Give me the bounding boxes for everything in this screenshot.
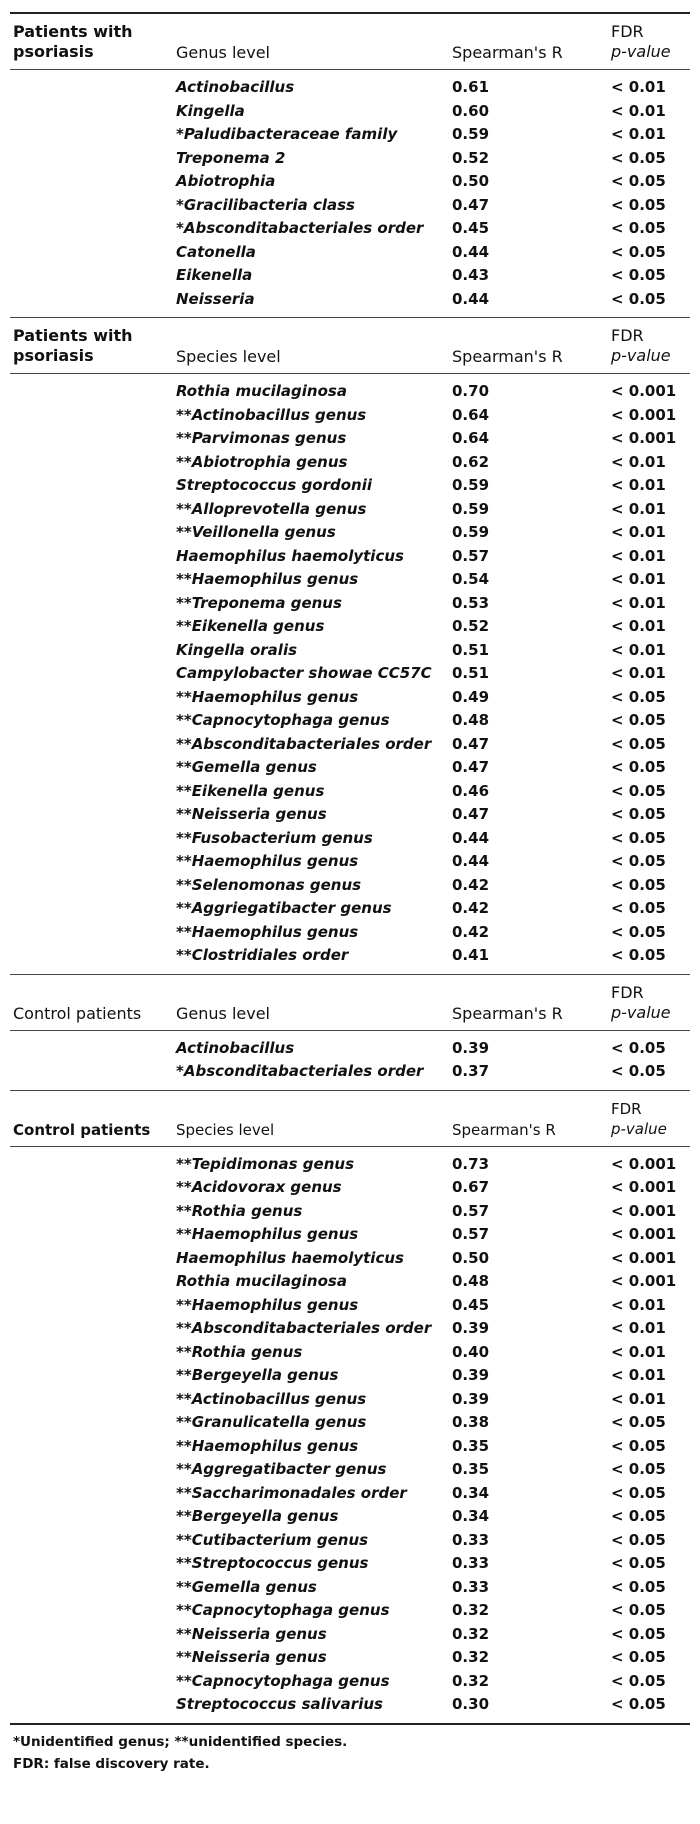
section-header — [0, 318, 700, 373]
taxon-cell: **Eikenella genus — [176, 781, 325, 800]
group-label: Patients with psoriasis — [13, 326, 133, 365]
group-label: Control patients — [13, 1120, 151, 1139]
spearman-cell: 0.45 — [452, 219, 490, 237]
spearman-cell: 0.45 — [452, 1295, 490, 1314]
table-row — [0, 521, 700, 545]
level-label: Species level — [176, 1120, 275, 1139]
table-row — [0, 194, 700, 218]
taxon-cell: Kingella oralis — [176, 640, 298, 659]
pvalue-cell: < 0.05 — [611, 1695, 666, 1713]
taxon-cell: Haemophilus haemolyticus — [176, 546, 404, 565]
table-row — [0, 897, 700, 921]
pvalue-cell: < 0.001 — [611, 1225, 677, 1243]
taxon-cell: Treponema 2 — [176, 148, 286, 167]
taxon-cell: **Absconditabacteriales order — [176, 734, 432, 753]
fdr-header: FDR p-value — [611, 1099, 667, 1138]
table-row — [0, 756, 700, 780]
taxon-cell: **Neisseria genus — [176, 1648, 327, 1666]
pvalue-cell: < 0.05 — [611, 242, 666, 261]
level-label: Species level — [176, 347, 281, 366]
spearman-cell: 0.33 — [452, 1554, 490, 1572]
pvalue-cell: < 0.05 — [611, 1648, 666, 1666]
pvalue-cell: < 0.05 — [611, 148, 666, 167]
spearman-cell: 0.67 — [452, 1178, 490, 1196]
table-row — [0, 615, 700, 639]
spearman-cell: 0.51 — [452, 664, 490, 682]
taxon-cell: Eikenella — [176, 266, 253, 284]
pvalue-cell: < 0.05 — [611, 1624, 666, 1643]
table-row — [0, 404, 700, 428]
table-row — [0, 217, 700, 241]
spearman-cell: 0.70 — [452, 382, 490, 400]
taxon-cell: **Haemophilus genus — [176, 1436, 359, 1455]
section-rows — [0, 1031, 700, 1090]
table-row — [0, 100, 700, 124]
table-row — [0, 874, 700, 898]
taxon-cell: **Gemella genus — [176, 1577, 317, 1596]
spearman-cell: 0.39 — [452, 1319, 490, 1337]
spearman-cell: 0.47 — [452, 195, 490, 214]
taxon-cell: **Tepidimonas genus — [176, 1154, 355, 1173]
taxon-cell: **Actinobacillus genus — [176, 1389, 367, 1408]
taxon-cell: Neisseria — [176, 289, 255, 308]
spearman-cell: 0.33 — [452, 1577, 490, 1596]
taxon-cell: **Streptococcus genus — [176, 1554, 369, 1572]
spearman-cell: 0.60 — [452, 101, 490, 120]
table-row — [0, 1341, 700, 1365]
spearman-cell: 0.42 — [452, 899, 490, 917]
pvalue-cell: < 0.001 — [611, 382, 677, 400]
table-row — [0, 1458, 700, 1482]
pvalue-cell: < 0.001 — [611, 1248, 677, 1267]
taxon-cell: **Abiotrophia genus — [176, 452, 348, 471]
taxon-cell: Rothia mucilaginosa — [176, 382, 347, 400]
spearman-cell: 0.44 — [452, 289, 490, 308]
taxon-cell: **Fusobacterium genus — [176, 828, 373, 847]
table-row — [0, 451, 700, 475]
spearman-cell: 0.59 — [452, 125, 490, 143]
spearman-cell: 0.39 — [452, 1038, 490, 1057]
taxon-cell: **Actinobacillus genus — [176, 405, 367, 424]
table-row — [0, 1693, 700, 1717]
section-header — [0, 975, 700, 1030]
pvalue-cell: < 0.05 — [611, 758, 666, 776]
taxon-cell: Actinobacillus — [176, 1038, 295, 1057]
spearman-cell: 0.53 — [452, 593, 490, 612]
pvalue-cell: < 0.01 — [611, 570, 666, 588]
pvalue-cell: < 0.001 — [611, 1201, 677, 1220]
section-rows — [0, 70, 700, 317]
taxon-cell: Kingella — [176, 101, 245, 120]
spearman-cell: 0.32 — [452, 1624, 490, 1643]
table-row — [0, 568, 700, 592]
spearman-header: Spearman's R — [452, 347, 563, 366]
spearman-cell: 0.64 — [452, 405, 490, 424]
pvalue-cell: < 0.01 — [611, 664, 666, 682]
table-row — [0, 1670, 700, 1694]
taxon-cell: **Haemophilus genus — [176, 687, 359, 706]
taxon-cell: **Bergeyella genus — [176, 1366, 339, 1384]
table-row — [0, 1552, 700, 1576]
spearman-header: Spearman's R — [452, 1120, 556, 1139]
spearman-cell: 0.33 — [452, 1530, 490, 1549]
taxon-cell: **Bergeyella genus — [176, 1507, 339, 1525]
taxon-cell: Catonella — [176, 242, 256, 261]
table-row — [0, 1200, 700, 1224]
pvalue-cell: < 0.05 — [611, 734, 666, 753]
spearman-cell: 0.32 — [452, 1671, 490, 1690]
spearman-cell: 0.47 — [452, 734, 490, 753]
taxon-cell: **Selenomonas genus — [176, 875, 362, 894]
spearman-cell: 0.52 — [452, 617, 490, 635]
taxon-cell: **Neisseria genus — [176, 805, 327, 823]
taxon-cell: Streptococcus salivarius — [176, 1695, 383, 1713]
pvalue-cell: < 0.05 — [611, 875, 666, 894]
taxon-cell: **Haemophilus genus — [176, 922, 359, 941]
taxon-cell: **Clostridiales order — [176, 946, 349, 964]
spearman-cell: 0.61 — [452, 78, 490, 96]
spearman-cell: 0.64 — [452, 429, 490, 447]
table-row — [0, 850, 700, 874]
spearman-header: Spearman's R — [452, 1003, 563, 1023]
pvalue-cell: < 0.05 — [611, 195, 666, 214]
table-row — [0, 76, 700, 100]
table-row — [0, 1247, 700, 1271]
table-row — [0, 1317, 700, 1341]
pvalue-cell: < 0.01 — [611, 1389, 666, 1408]
table-row — [0, 1060, 700, 1084]
taxon-cell: **Aggriegatibacter genus — [176, 899, 392, 917]
pvalue-cell: < 0.05 — [611, 1460, 666, 1478]
spearman-cell: 0.44 — [452, 242, 490, 261]
pvalue-cell: < 0.05 — [611, 289, 666, 308]
spearman-cell: 0.48 — [452, 1272, 490, 1290]
pvalue-cell: < 0.05 — [611, 219, 666, 237]
pvalue-cell: < 0.05 — [611, 922, 666, 941]
table-row — [0, 380, 700, 404]
spearman-cell: 0.50 — [452, 1248, 490, 1267]
pvalue-cell: < 0.01 — [611, 546, 666, 565]
table-row — [0, 474, 700, 498]
taxon-cell: **Capnocytophaga genus — [176, 711, 390, 729]
table-row — [0, 170, 700, 194]
taxon-cell: **Gemella genus — [176, 758, 317, 776]
spearman-cell: 0.35 — [452, 1436, 490, 1455]
pvalue-cell: < 0.01 — [611, 1342, 666, 1361]
table-row — [0, 1482, 700, 1506]
table-row — [0, 1388, 700, 1412]
spearman-cell: 0.48 — [452, 711, 490, 729]
pvalue-cell: < 0.05 — [611, 711, 666, 729]
table-row — [0, 1176, 700, 1200]
spearman-cell: 0.59 — [452, 523, 490, 541]
pvalue-cell: < 0.01 — [611, 523, 666, 541]
pvalue-cell: < 0.05 — [611, 1436, 666, 1455]
spearman-cell: 0.35 — [452, 1460, 490, 1478]
table-row — [0, 264, 700, 288]
taxon-cell: Actinobacillus — [176, 78, 295, 96]
table-row — [0, 921, 700, 945]
pvalue-cell: < 0.001 — [611, 1272, 677, 1290]
table-row — [0, 1411, 700, 1435]
table-row — [0, 686, 700, 710]
pvalue-cell: < 0.01 — [611, 101, 666, 120]
taxon-cell: Abiotrophia — [176, 172, 276, 190]
spearman-cell: 0.30 — [452, 1695, 490, 1713]
section-header — [0, 14, 700, 69]
taxon-cell: *Absconditabacteriales order — [176, 219, 424, 237]
table-row — [0, 662, 700, 686]
spearman-header: Spearman's R — [452, 43, 563, 62]
pvalue-cell: < 0.01 — [611, 78, 666, 96]
taxon-cell: Streptococcus gordonii — [176, 476, 373, 494]
section-header — [0, 1091, 700, 1146]
spearman-cell: 0.54 — [452, 570, 490, 588]
group-label: Patients with psoriasis — [13, 22, 133, 61]
pvalue-cell: < 0.05 — [611, 1413, 666, 1431]
table-row — [0, 1599, 700, 1623]
taxon-cell: *Gracilibacteria class — [176, 195, 355, 214]
table-row — [0, 1153, 700, 1177]
spearman-cell: 0.47 — [452, 758, 490, 776]
pvalue-cell: < 0.05 — [611, 1577, 666, 1596]
spearman-cell: 0.47 — [452, 805, 490, 823]
spearman-cell: 0.43 — [452, 266, 490, 284]
taxon-cell: *Absconditabacteriales order — [176, 1062, 424, 1080]
spearman-cell: 0.49 — [452, 687, 490, 706]
pvalue-cell: < 0.05 — [611, 1038, 666, 1057]
pvalue-cell: < 0.05 — [611, 1507, 666, 1525]
pvalue-cell: < 0.01 — [611, 593, 666, 612]
footnote-fdr: FDR: false discovery rate. — [13, 1755, 210, 1772]
spearman-cell: 0.39 — [452, 1366, 490, 1384]
table-row — [0, 780, 700, 804]
taxon-cell: **Aggregatibacter genus — [176, 1460, 387, 1478]
taxon-cell: **Capnocytophaga genus — [176, 1601, 390, 1619]
taxon-cell: **Cutibacterium genus — [176, 1530, 369, 1549]
spearman-cell: 0.57 — [452, 546, 490, 565]
footnotes — [0, 1731, 700, 1775]
section-rows — [0, 1147, 700, 1723]
pvalue-cell: < 0.05 — [611, 1554, 666, 1572]
table-row — [0, 592, 700, 616]
bottom-rule — [10, 1723, 690, 1725]
table-row — [0, 1646, 700, 1670]
spearman-cell: 0.42 — [452, 922, 490, 941]
table-row — [0, 1435, 700, 1459]
taxon-cell: **Eikenella genus — [176, 617, 325, 635]
pvalue-cell: < 0.05 — [611, 266, 666, 284]
table-row — [0, 1223, 700, 1247]
taxon-cell: **Rothia genus — [176, 1342, 303, 1361]
pvalue-cell: < 0.05 — [611, 172, 666, 190]
pvalue-cell: < 0.05 — [611, 899, 666, 917]
spearman-cell: 0.38 — [452, 1413, 490, 1431]
spearman-cell: 0.42 — [452, 875, 490, 894]
table-row — [0, 1529, 700, 1553]
spearman-cell: 0.32 — [452, 1648, 490, 1666]
pvalue-cell: < 0.05 — [611, 1483, 666, 1502]
pvalue-cell: < 0.01 — [611, 1295, 666, 1314]
pvalue-cell: < 0.05 — [611, 781, 666, 800]
taxon-cell: **Haemophilus genus — [176, 1225, 359, 1243]
table-row — [0, 1505, 700, 1529]
table-row — [0, 1364, 700, 1388]
fdr-header: FDR p-value — [611, 982, 671, 1022]
table-row — [0, 241, 700, 265]
taxon-cell: **Veillonella genus — [176, 523, 336, 541]
pvalue-cell: < 0.05 — [611, 946, 666, 964]
taxon-cell: *Paludibacteraceae family — [176, 125, 398, 143]
pvalue-cell: < 0.01 — [611, 499, 666, 518]
spearman-cell: 0.34 — [452, 1483, 490, 1502]
group-label: Control patients — [13, 1003, 142, 1023]
table-row — [0, 803, 700, 827]
pvalue-cell: < 0.001 — [611, 405, 677, 424]
fdr-header: FDR p-value — [611, 326, 671, 365]
pvalue-cell: < 0.001 — [611, 429, 677, 447]
pvalue-cell: < 0.001 — [611, 1154, 677, 1173]
pvalue-cell: < 0.05 — [611, 687, 666, 706]
table-row — [0, 1270, 700, 1294]
taxon-cell: **Haemophilus genus — [176, 1295, 359, 1314]
spearman-cell: 0.41 — [452, 946, 490, 964]
spearman-cell: 0.37 — [452, 1062, 490, 1080]
footnote-abbrev: *Unidentified genus; **unidentified species. — [13, 1733, 348, 1750]
spearman-cell: 0.39 — [452, 1389, 490, 1408]
table-row — [0, 427, 700, 451]
table-row — [0, 123, 700, 147]
pvalue-cell: < 0.01 — [611, 640, 666, 659]
spearman-cell: 0.62 — [452, 452, 490, 471]
taxon-cell: **Parvimonas genus — [176, 429, 347, 447]
taxon-cell: **Absconditabacteriales order — [176, 1319, 432, 1337]
pvalue-cell: < 0.01 — [611, 617, 666, 635]
fdr-header: FDR p-value — [611, 22, 671, 61]
table-row — [0, 944, 700, 968]
table-row — [0, 1037, 700, 1061]
pvalue-cell: < 0.05 — [611, 1062, 666, 1080]
taxon-cell: **Neisseria genus — [176, 1624, 327, 1643]
spearman-cell: 0.50 — [452, 172, 490, 190]
taxon-cell: **Treponema genus — [176, 593, 342, 612]
pvalue-cell: < 0.05 — [611, 1530, 666, 1549]
table-row — [0, 709, 700, 733]
taxon-cell: **Haemophilus genus — [176, 570, 359, 588]
taxon-cell: **Saccharimonadales order — [176, 1483, 407, 1502]
spearman-cell: 0.59 — [452, 499, 490, 518]
table-row — [0, 1623, 700, 1647]
spearman-cell: 0.46 — [452, 781, 490, 800]
pvalue-cell: < 0.01 — [611, 1366, 666, 1384]
table-row — [0, 733, 700, 757]
table-row — [0, 498, 700, 522]
taxon-cell: Rothia mucilaginosa — [176, 1272, 347, 1290]
pvalue-cell: < 0.01 — [611, 452, 666, 471]
spearman-cell: 0.57 — [452, 1225, 490, 1243]
taxon-cell: **Granulicatella genus — [176, 1413, 367, 1431]
taxon-cell: **Haemophilus genus — [176, 852, 359, 870]
spearman-cell: 0.73 — [452, 1154, 490, 1173]
pvalue-cell: < 0.05 — [611, 805, 666, 823]
pvalue-cell: < 0.05 — [611, 1671, 666, 1690]
pvalue-cell: < 0.01 — [611, 476, 666, 494]
spearman-cell: 0.59 — [452, 476, 490, 494]
pvalue-cell: < 0.01 — [611, 1319, 666, 1337]
taxon-cell: **Capnocytophaga genus — [176, 1671, 390, 1690]
level-label: Genus level — [176, 43, 270, 62]
table-row — [0, 288, 700, 312]
spearman-cell: 0.51 — [452, 640, 490, 659]
spearman-cell: 0.52 — [452, 148, 490, 167]
level-label: Genus level — [176, 1003, 270, 1023]
spearman-cell: 0.40 — [452, 1342, 490, 1361]
taxon-cell: **Rothia genus — [176, 1201, 303, 1220]
taxon-cell: **Acidovorax genus — [176, 1178, 342, 1196]
pvalue-cell: < 0.05 — [611, 1601, 666, 1619]
spearman-cell: 0.34 — [452, 1507, 490, 1525]
table-row — [0, 147, 700, 171]
spearman-cell: 0.44 — [452, 828, 490, 847]
table-row — [0, 639, 700, 663]
table-row — [0, 1294, 700, 1318]
pvalue-cell: < 0.001 — [611, 1178, 677, 1196]
taxon-cell: Haemophilus haemolyticus — [176, 1248, 404, 1267]
spearman-cell: 0.32 — [452, 1601, 490, 1619]
taxon-cell: Campylobacter showae CC57C — [176, 664, 432, 682]
taxon-cell: **Alloprevotella genus — [176, 499, 367, 518]
pvalue-cell: < 0.05 — [611, 828, 666, 847]
table-row — [0, 545, 700, 569]
pvalue-cell: < 0.05 — [611, 852, 666, 870]
pvalue-cell: < 0.01 — [611, 125, 666, 143]
section-rows — [0, 374, 700, 974]
spearman-cell: 0.57 — [452, 1201, 490, 1220]
spearman-cell: 0.44 — [452, 852, 490, 870]
table-row — [0, 827, 700, 851]
table-row — [0, 1576, 700, 1600]
